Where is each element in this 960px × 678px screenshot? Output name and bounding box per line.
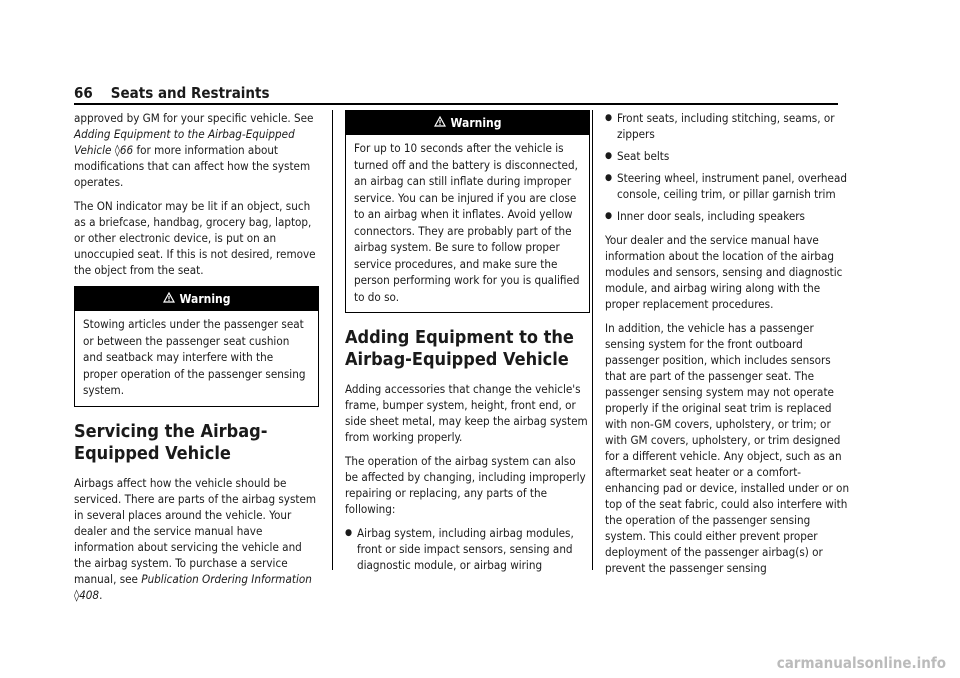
bullet-list <box>605 110 850 224</box>
column-divider <box>592 110 593 570</box>
warning-text: For up to 10 seconds after the vehicle is turned off and the battery is disconnected, an airbag can still inflate during improper service. You can be injured if you are close to an airbag when it inflates. Avoid yellow connectors. They are probably part of the airbag system. Be sure to follow proper service procedures, and make sure the person performing work for you is qualified to do so. <box>354 141 580 304</box>
list-item: ● Front seats, including stitching, seams, or zippers <box>605 111 835 141</box>
list-item: ● Steering wheel, instrument panel, overhead console, ceiling trim, or pillar garnish trim <box>605 171 847 201</box>
section-heading: Adding Equipment to the Airbag-Equipped Vehicle <box>345 327 574 370</box>
warning-icon <box>163 292 175 304</box>
bullet-icon: ● <box>605 211 613 221</box>
list-item: ● Seat belts <box>605 149 670 163</box>
paragraph: The ON indicator may be lit if an object, such as a briefcase, handbag, grocery bag, laptop, or other electronic device, is put on an unoccupied seat. If this is not desired, remove the object from the seat. <box>74 199 316 277</box>
column-1 <box>74 110 319 611</box>
page-ref[interactable]: 66 <box>119 143 134 157</box>
warning-box <box>345 110 590 313</box>
page-ref-icon: ◊ <box>74 587 80 602</box>
warning-header: Warning <box>346 111 589 135</box>
page-number: 66 <box>74 84 93 102</box>
section-title: Seats and Restraints <box>110 84 270 102</box>
warning-text: Stowing articles under the passenger seat or between the passenger seat cushion and seatback may interfere with the proper operation of the passenger sensing system. <box>83 317 306 397</box>
warning-box <box>74 286 319 407</box>
section-heading: Servicing the Airbag-Equipped Vehicle <box>74 420 268 464</box>
page-header <box>74 84 270 102</box>
list-item: ● Inner door seals, including speakers <box>605 209 805 223</box>
column-2 <box>345 110 590 581</box>
paragraph: approved by GM for your specific vehicle. See Adding Equipment to the Airbag-Equipped Vehicle ◊66 for more information about modifications that can affect how the system operates. <box>74 111 314 189</box>
page-ref-icon: ◊ <box>114 143 120 157</box>
paragraph: The operation of the airbag system can also be affected by changing, including improperly repairing or replacing, any parts of the following: <box>345 454 586 516</box>
bullet-icon: ● <box>605 113 613 123</box>
column-divider <box>332 110 333 570</box>
cross-reference-link[interactable]: Publication Ordering Information <box>141 571 312 586</box>
paragraph: Airbags affect how the vehicle should be serviced. There are parts of the airbag system in several places around the vehicle. Your dealer and the service manual have information about servicing the vehicle and the airbag system. To purchase a service manual, see Publication Ordering Information ◊408. <box>74 475 317 602</box>
header-rule <box>74 103 838 105</box>
bullet-icon: ● <box>345 528 353 538</box>
bullet-icon: ● <box>605 173 613 183</box>
paragraph: Adding accessories that change the vehicle's frame, bumper system, height, front end, or side sheet metal, may keep the airbag system from working properly. <box>345 382 588 444</box>
warning-header: Warning <box>75 287 318 311</box>
page-ref[interactable]: 408 <box>79 587 100 602</box>
paragraph: Your dealer and the service manual have information about the location of the airbag modules and sensors, sensing and diagnostic module, and airbag wiring along with the proper replacement procedures. <box>605 233 843 311</box>
bullet-list <box>345 525 590 573</box>
warning-icon <box>434 116 446 128</box>
paragraph: In addition, the vehicle has a passenger sensing system for the front outboard passenger position, which includes sensors that are part of the passenger seat. The passenger sensing system may not operate properly if the original seat trim is replaced with non-GM covers, upholstery, or trim; or with GM covers, upholstery, or trim designed for a different vehicle. Any object, such as an aftermarket seat heater or a comfort-enhancing pad or device, installed under or on top of the seat fabric, could also interfere with the operation of the passenger sensing system. This could either prevent proper deployment of the passenger airbag(s) or prevent the passenger sensing <box>605 321 850 575</box>
cross-reference-link[interactable]: Adding Equipment to the Airbag-Equipped Vehicle <box>74 127 295 157</box>
column-3 <box>605 110 850 584</box>
bullet-icon: ● <box>605 151 613 161</box>
watermark: carmanualsonline.info <box>776 654 946 672</box>
list-item: ● Airbag system, including airbag modules, front or side impact sensors, sensing and diagnostic module, or airbag wiring <box>345 526 574 572</box>
